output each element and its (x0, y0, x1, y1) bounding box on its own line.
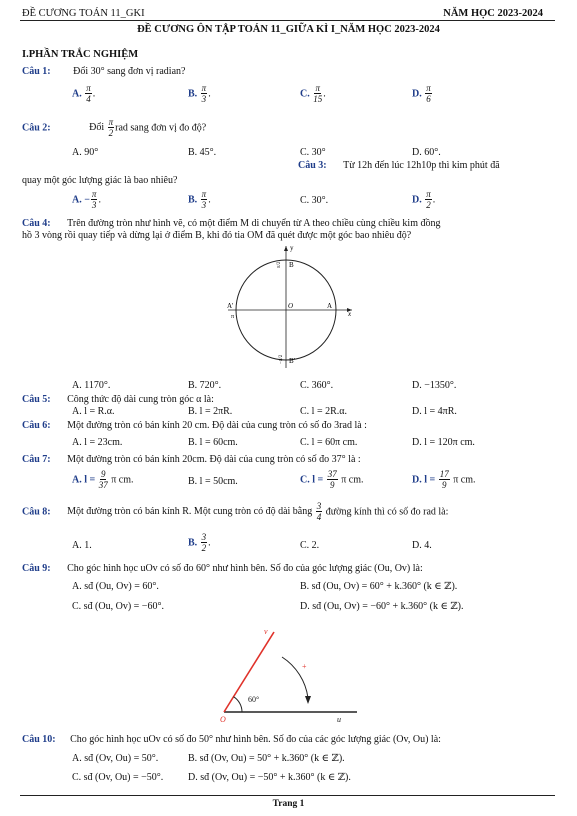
q4-option-d[interactable]: D. −1350°. (412, 380, 457, 391)
question-1 (22, 66, 185, 77)
pi-label: π (231, 314, 235, 320)
point-A-prime: A' (227, 302, 234, 310)
question-number: Câu 4: (22, 218, 51, 229)
header-left: ĐỀ CƯƠNG TOÁN 11_GKI (22, 8, 145, 19)
section-heading: I.PHẦN TRẮC NGHIỆM (22, 49, 139, 60)
q9-option-d[interactable]: D. sđ (Ou, Ov) = −60° + k.360° (k ∈ ℤ). (300, 601, 464, 612)
q9-option-c[interactable]: C. sđ (Ou, Ov) = −60°. (72, 601, 164, 612)
q10-option-d[interactable]: D. sđ (Ov, Ou) = −50° + k.360° (k ∈ ℤ). (188, 772, 351, 783)
q8-option-b[interactable]: B. $\frac{3}{2}$ . (188, 532, 211, 553)
q6-option-a[interactable]: A. l = 23cm. (72, 437, 123, 448)
q5-option-d[interactable]: D. l = 4πR. (412, 406, 457, 417)
q4-option-b[interactable]: B. 720°. (188, 380, 222, 391)
question-2: Câu 2: Đổi $\frac{\pi}{2}$ rad sang đơn vị đo độ? (22, 117, 207, 138)
bottom-angle: −π/2 (279, 354, 284, 364)
question-10: Câu 10: Cho góc hình học uOv có số đo 50° như hình bên. Số đo của các góc lượng giác (Ov, Ou) là: (22, 734, 441, 745)
question-number: Câu 7: (22, 454, 51, 465)
angle-arc (234, 697, 243, 712)
question-8: Câu 8: Một đường tròn có bán kính R. Một cung tròn có độ dài bằng $\frac{3}{4}$ đường kính thì có số đo rad là: (22, 501, 449, 522)
q5-option-b[interactable]: B. l = 2πR. (188, 406, 233, 417)
question-number: Câu 2: (22, 122, 51, 134)
point-B-prime: B' (289, 357, 295, 365)
page-number: Trang 1 (272, 799, 305, 809)
q4-option-a[interactable]: A. 1170°. (72, 380, 111, 391)
q3-option-b[interactable]: B. $\frac{\pi}{3}$ . (188, 189, 211, 210)
label-O: O (220, 715, 226, 724)
question-5: Câu 5: Công thức độ dài cung tròn góc α là: (22, 394, 214, 405)
q1-option-a[interactable]: A. $\frac{\pi}{4}$ . (72, 83, 96, 104)
question-3-line2: quay một góc lượng giác là bao nhiêu? (22, 175, 178, 186)
q6-option-b[interactable]: B. l = 60cm. (188, 437, 238, 448)
question-7: Câu 7: Một đường tròn có bán kính 20cm. Độ dài của cung tròn có số đo 37° là : (22, 454, 361, 465)
q2-option-a[interactable]: A. 90° (72, 147, 99, 158)
plus-sign: + (302, 662, 307, 671)
document-title: ĐỀ CƯƠNG ÔN TẬP TOÁN 11_GIỮA KÌ I_NĂM HỌC 2023-2024 (137, 24, 440, 35)
question-9: Câu 9: Cho góc hình học uOv có số đo 60° như hình bên. Số đo của góc lượng giác (Ou, Ov) là: (22, 563, 423, 574)
q10-option-b[interactable]: B. sđ (Ov, Ou) = 50° + k.360° (k ∈ ℤ). (188, 753, 345, 764)
point-B: B (289, 261, 294, 269)
q4-option-c[interactable]: C. 360°. (300, 380, 334, 391)
q9-option-a[interactable]: A. sđ (Ou, Ov) = 60°. (72, 581, 159, 592)
q7-option-b[interactable]: B. l = 50cm. (188, 476, 238, 487)
question-number: Câu 1: (22, 66, 51, 77)
q9-option-b[interactable]: B. sđ (Ou, Ov) = 60° + k.360° (k ∈ ℤ). (300, 581, 458, 592)
label-u: u (337, 715, 341, 724)
unit-circle-figure (220, 242, 360, 374)
q5-option-a[interactable]: A. l = R.α. (72, 406, 115, 417)
header-divider (20, 20, 555, 21)
question-number: Câu 9: (22, 563, 51, 574)
q2-option-b[interactable]: B. 45°. (188, 147, 217, 158)
q1-option-c[interactable]: C. $\frac{\pi}{15}$ . (300, 83, 326, 104)
q8-option-d[interactable]: D. 4. (412, 540, 432, 551)
x-label: x (348, 310, 352, 318)
q8-option-a[interactable]: A. 1. (72, 540, 92, 551)
question-number: Câu 6: (22, 420, 51, 431)
q7-option-d[interactable]: D. l = $\frac{17}{9}$ π cm. (412, 469, 476, 490)
q1-option-b[interactable]: B. $\frac{\pi}{3}$ . (188, 83, 211, 104)
top-angle: π/2 (277, 261, 282, 268)
question-number: Câu 5: (22, 394, 51, 405)
q2-option-d[interactable]: D. 60°. (412, 147, 441, 158)
question-6: Câu 6: Một đường tròn có bán kính 20 cm. Độ dài của cung tròn có số đo 3rad là : (22, 420, 367, 431)
q3-option-c[interactable]: C. 30°. (300, 195, 329, 206)
question-text: Đổi 30° sang đơn vị radian? (73, 66, 186, 77)
footer-divider (20, 795, 555, 796)
point-A: A (327, 302, 333, 310)
q6-option-c[interactable]: C. l = 60π cm. (300, 437, 358, 448)
angle-uov-figure (212, 624, 362, 726)
q8-option-c[interactable]: C. 2. (300, 540, 320, 551)
origin-O: O (288, 302, 294, 310)
question-number: Câu 3: (298, 160, 327, 171)
q10-option-c[interactable]: C. sđ (Ov, Ou) = −50°. (72, 772, 164, 783)
question-3: Câu 3: Từ 12h đến lúc 12h10p thì kim phút đã (298, 160, 500, 171)
label-v: v (264, 627, 268, 636)
q7-option-c[interactable]: C. l = $\frac{37}{9}$ π cm. (300, 469, 364, 490)
q10-option-a[interactable]: A. sđ (Ov, Ou) = 50°. (72, 753, 159, 764)
question-number: Câu 8: (22, 506, 51, 518)
q3-option-d[interactable]: D. $\frac{\pi}{2}$ . (412, 189, 436, 210)
y-label: y (290, 244, 294, 252)
q1-option-d[interactable]: D. $\frac{\pi}{6}$ (412, 83, 431, 104)
header-right: NĂM HỌC 2023-2024 (443, 8, 543, 19)
question-number: Câu 10: (22, 734, 56, 745)
q7-option-a[interactable]: A. l = $\frac{9}{37}$ π cm. (72, 469, 134, 490)
q5-option-c[interactable]: C. l = 2R.α. (300, 406, 347, 417)
angle-label: 60° (248, 695, 260, 704)
question-4-line2: hồ 3 vòng rồi quay tiếp và dừng lại ở điểm B, khi đó tia OM đã quét được một góc bao nhiêu độ? (22, 230, 412, 241)
q6-option-d[interactable]: D. l = 120π cm. (412, 437, 475, 448)
q3-option-a[interactable]: A. − $\frac{\pi}{3}$ . (72, 189, 101, 210)
question-4: Câu 4: Trên đường tròn như hình vẽ, có một điểm M di chuyển từ A theo chiều cùng chiều kim đồng (22, 218, 441, 229)
arrowhead (305, 696, 311, 704)
q2-option-c[interactable]: C. 30° (300, 147, 326, 158)
